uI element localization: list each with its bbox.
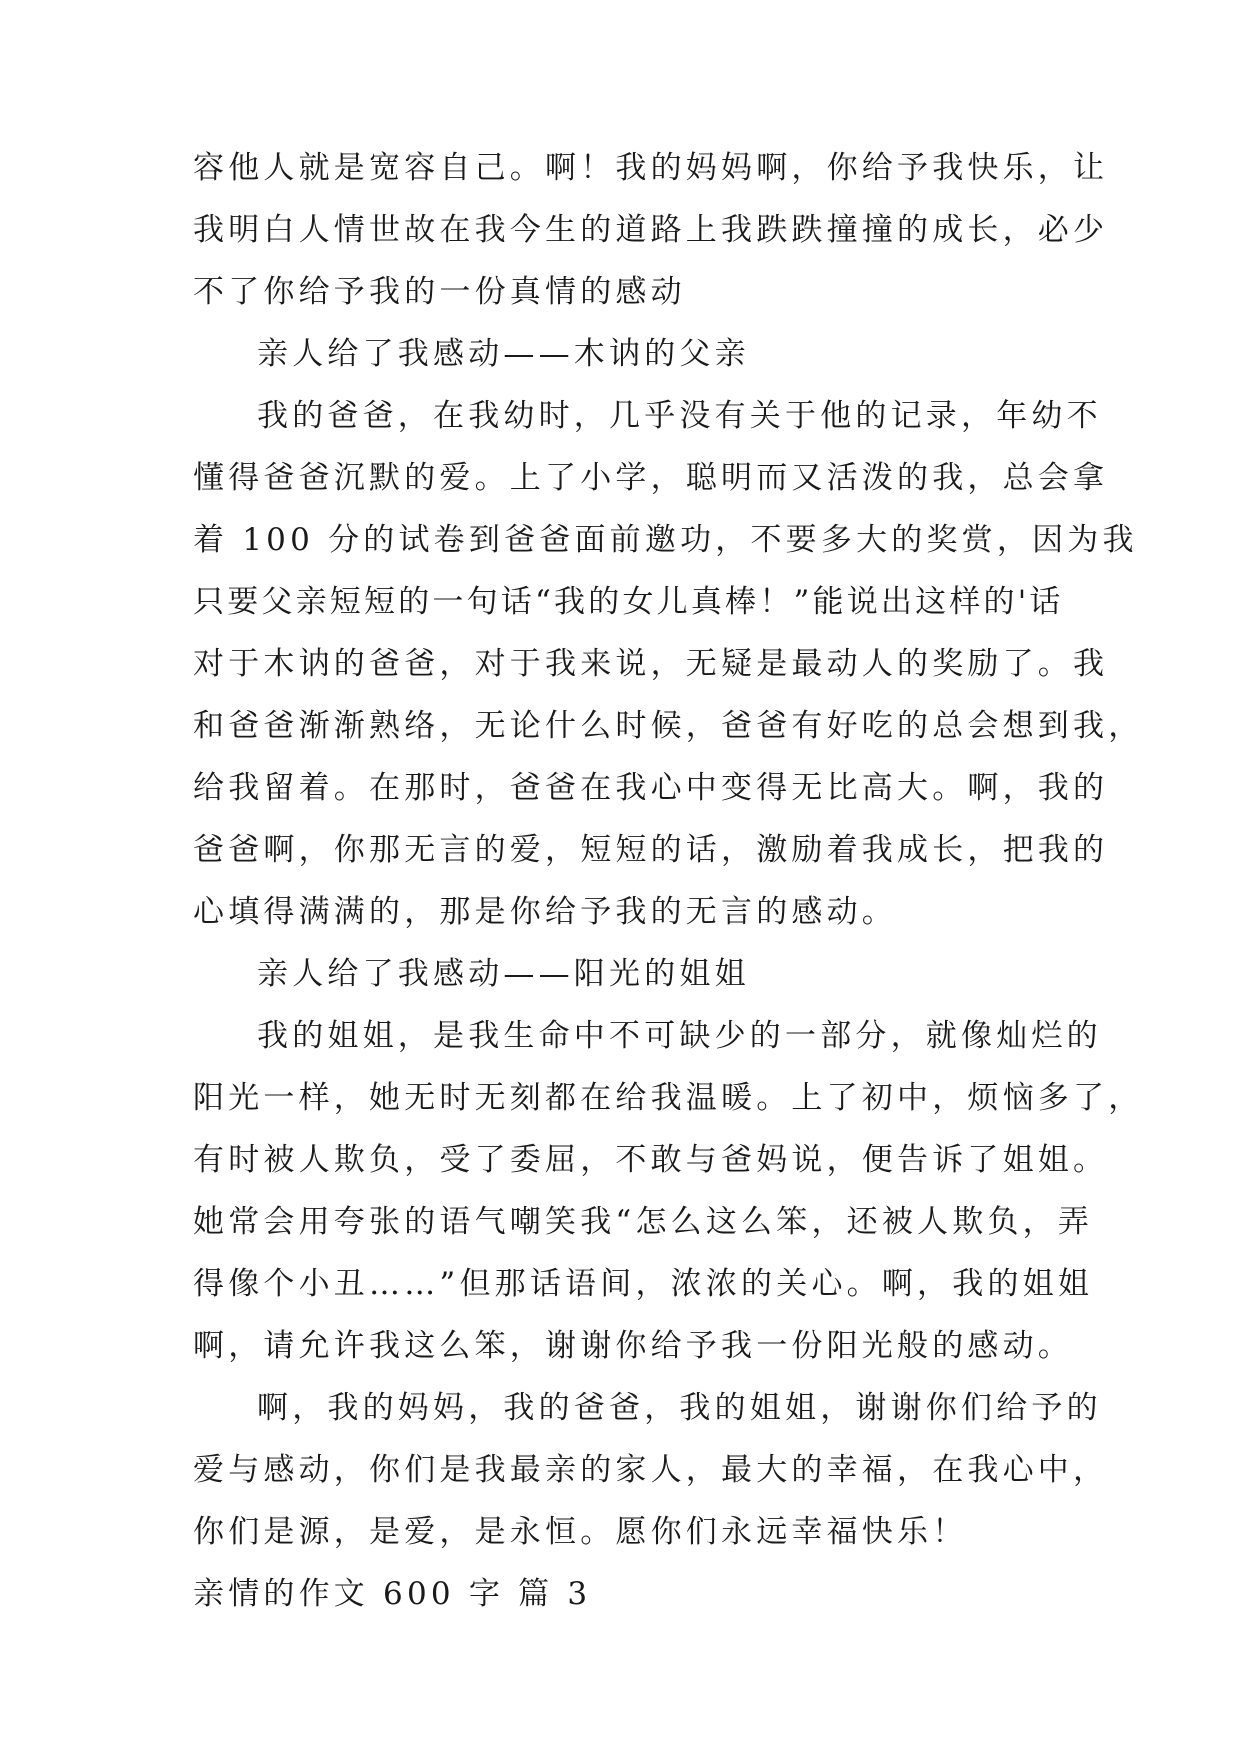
text-line: 得像个小丑……”但那话语间，浓浓的关心。啊，我的姐姐 (193, 1266, 1094, 1302)
text-line: 啊，我的妈妈，我的爸爸，我的姐姐，谢谢你们给予的 (257, 1390, 1102, 1426)
text-line: 着 100 分的试卷到爸爸面前邀功，不要多大的奖赏，因为我 (193, 522, 1138, 558)
section-heading: 亲人给了我感动——阳光的姐姐 (257, 956, 750, 992)
section-heading: 亲人给了我感动——木讷的父亲 (257, 336, 750, 372)
text-line: 我明白人情世故在我今生的道路上我跌跌撞撞的成长，必少 (193, 212, 1109, 248)
text-line: 阳光一样，她无时无刻都在给我温暖。上了初中，烦恼多了， (193, 1080, 1144, 1116)
text-line: 爱与感动，你们是我最亲的家人，最大的幸福，在我心中， (193, 1452, 1109, 1488)
text-line: 容他人就是宽容自己。啊！我的妈妈啊，你给予我快乐，让 (193, 150, 1109, 186)
text-line: 有时被人欺负，受了委屈，不敢与爸妈说，便告诉了姐姐。 (193, 1142, 1109, 1178)
text-line: 懂得爸爸沉默的爱。上了小学，聪明而又活泼的我，总会拿 (193, 460, 1109, 496)
text-line: 只要父亲短短的一句话“我的女儿真棒！”能说出这样的'话 (193, 584, 1064, 620)
text-line: 啊，请允许我这么笨，谢谢你给予我一份阳光般的感动。 (193, 1328, 1073, 1364)
text-line: 心填得满满的，那是你给予我的无言的感动。 (193, 894, 897, 930)
text-line: 爸爸啊，你那无言的爱，短短的话，激励着我成长，把我的 (193, 832, 1109, 868)
text-line: 你们是源，是爱，是永恒。愿你们永远幸福快乐！ (193, 1514, 968, 1550)
text-line: 对于木讷的爸爸，对于我来说，无疑是最动人的奖励了。我 (193, 646, 1109, 682)
text-line: 我的姐姐，是我生命中不可缺少的一部分，就像灿烂的 (257, 1018, 1102, 1054)
article-title: 亲情的作文 600 字 篇 3 (193, 1576, 592, 1612)
text-line: 给我留着。在那时，爸爸在我心中变得无比高大。啊，我的 (193, 770, 1109, 806)
text-line: 她常会用夸张的语气嘲笑我“怎么这么笨，还被人欺负，弄 (193, 1204, 1094, 1240)
text-line: 和爸爸渐渐熟络，无论什么时候，爸爸有好吃的总会想到我， (193, 708, 1144, 744)
text-line: 不了你给予我的一份真情的感动 (193, 274, 686, 310)
text-line: 我的爸爸，在我幼时，几乎没有关于他的记录，年幼不 (257, 398, 1102, 434)
